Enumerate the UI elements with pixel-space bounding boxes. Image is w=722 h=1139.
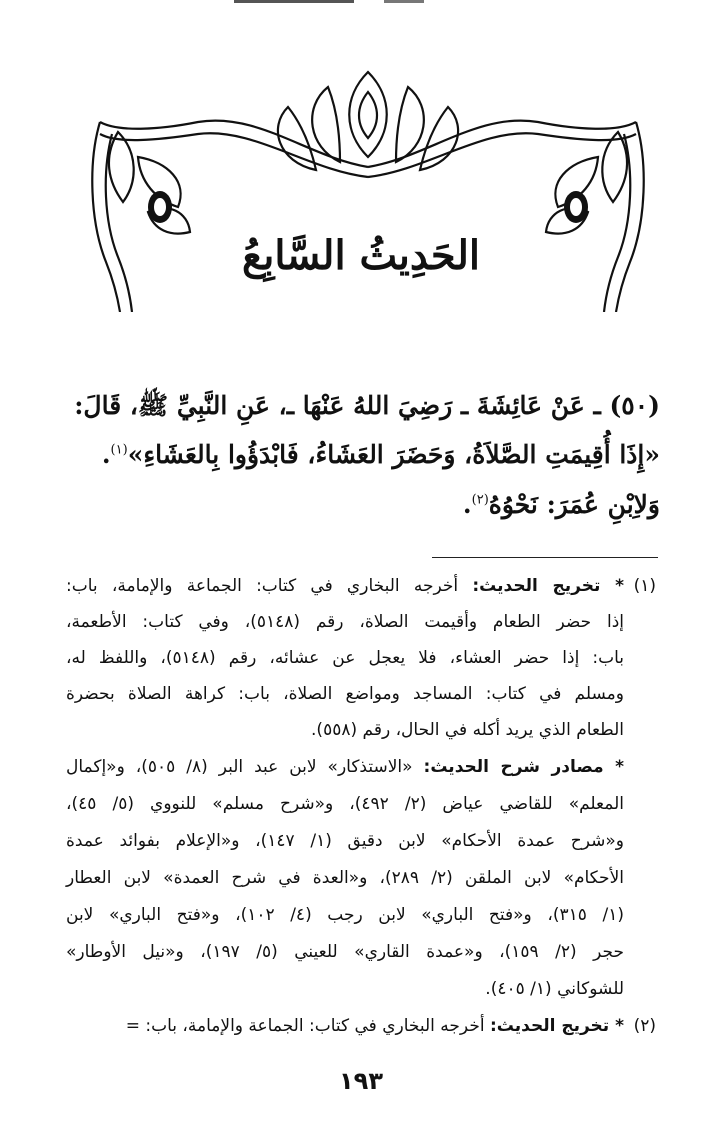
footnote-2-number: (٢) <box>633 1016 656 1036</box>
top-rule <box>234 0 424 5</box>
footnote-1-line-11: حجر (٢/ ١٥٩)، و«عمدة القاري» للعيني (٥/ ١٩٧)، و«نيل الأوطار» <box>66 942 624 962</box>
footnote-2-line-1-text: أخرجه البخاري في كتاب: الجماعة والإمامة، باب: = <box>125 1016 485 1036</box>
hadith-line-1: (٥٠) ـ عَنْ عَائِشَةَ ـ رَضِيَ اللهُ عَنْهَا ـ، عَنِ النَّبِيِّ ﷺ، قَالَ: <box>74 391 660 420</box>
footnote-1-line-2: إذا حضر الطعام وأقيمت الصلاة، رقم (٥١٤٨)، وفي كتاب: الأطعمة، <box>66 612 624 632</box>
footnote-separator <box>432 557 658 558</box>
footnote-2-line-1 <box>66 1016 624 1036</box>
hadith-line-3 <box>70 490 660 519</box>
hadith-line-3-text: وَلاِبْنِ عُمَرَ: نَحْوُهُ <box>488 490 660 519</box>
footnote-1-line-7: المعلم» للقاضي عياض (٢/ ٤٩٢)، و«شرح مسلم» للنووي (٥/ ٤٥)، <box>66 794 624 814</box>
footnote-1-line-6 <box>66 757 624 777</box>
footnote-1-line-4: ومسلم في كتاب: المساجد ومواضع الصلاة، باب: كراهة الصلاة بحضرة <box>66 684 624 704</box>
footnote-1-line-10: (١/ ٣١٥)، و«فتح الباري» لابن رجب (٤/ ١٠٢)، و«فتح الباري» لابن <box>66 905 624 925</box>
footnote-1-line-3: باب: إذا حضر العشاء، فلا يعجل عن عشائه، رقم (٥١٤٨)، واللفظ له، <box>66 648 625 668</box>
sources-label: * مصادر شرح الحديث: <box>423 757 624 777</box>
footnote-1-line-1 <box>66 576 624 596</box>
footnote-1-line-5: الطعام الذي يريد أكله في الحال، رقم (٥٥٨). <box>311 720 624 740</box>
footnote-1-line-12: للشوكاني (١/ ٤٠٥). <box>485 979 624 999</box>
chapter-title: الحَدِيثُ السَّابِعُ <box>241 232 481 279</box>
footnote-1-line-9: الأحكام» لابن الملقن (٢/ ٢٨٩)، و«العدة في شرح العمدة» لابن العطار <box>66 868 624 888</box>
footnote-1-line-1-text: أخرجه البخاري في كتاب: الجماعة والإمامة، باب: <box>66 576 459 596</box>
footnote-ref-1[interactable]: (١) <box>110 442 128 458</box>
footnote-1-line-8: و«شرح عمدة الأحكام» لابن دقيق (١/ ١٤٧)، و«الإعلام بفوائد عمدة <box>66 831 624 851</box>
footnote-1-number: (١) <box>633 576 656 596</box>
footnote-1-line-6-text: «الاستذكار» لابن عبد البر (٨/ ٥٠٥)، و«إكمال <box>66 757 413 777</box>
footnote-ref-2[interactable]: (٢) <box>471 492 489 508</box>
hadith-line-2-text: «إِذَا أُقِيمَتِ الصَّلاَةُ، وَحَضَرَ العَشَاءُ، فَابْدَؤُوا بِالعَشَاءِ» <box>127 440 660 469</box>
hadith-line-2: «إِذَا أُقِيمَتِ الصَّلاَةُ، وَحَضَرَ العَشَاءُ، فَابْدَؤُوا بِالعَشَاءِ»$^{(١)}$. <box>101 440 660 469</box>
takhrij-label: * تخريج الحديث: <box>472 576 624 596</box>
page-number: ١٩٣ <box>339 1067 383 1095</box>
hadith-line-3-end: . <box>462 490 472 519</box>
takhrij-label-2: * تخريج الحديث: <box>489 1016 624 1036</box>
